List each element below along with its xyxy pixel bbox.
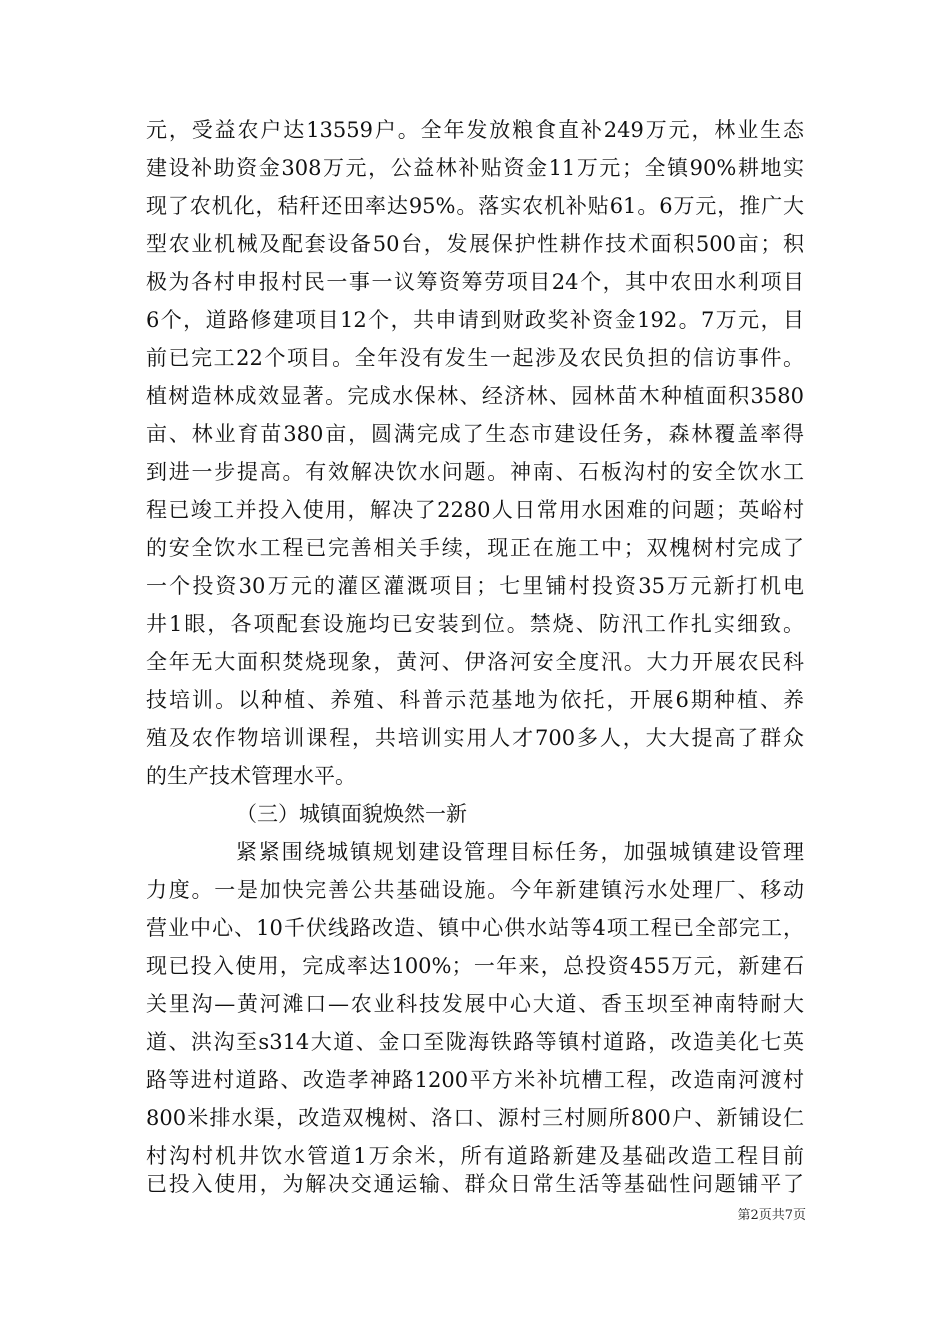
body-text-line: 的生产技术管理水平。 [146, 764, 356, 788]
body-text-line: 前已完工22个项目。全年没有发生一起涉及农民负担的信访事件。 [146, 346, 804, 370]
body-text-line: 6个，道路修建项目12个，共申请到财政奖补资金192。7万元，目 [146, 308, 804, 332]
body-text-line: 建设补助资金308万元，公益林补贴资金11万元；全镇90%耕地实 [146, 156, 804, 180]
body-text-line: 的安全饮水工程已完善相关手续，现正在施工中；双槐树村完成了 [146, 536, 804, 560]
body-text-line: 力度。一是加快完善公共基础设施。今年新建镇污水处理厂、移动 [146, 878, 804, 902]
body-text-line: 800米排水渠，改造双槐树、洛口、源村三村厕所800户、新铺设仁 [146, 1106, 804, 1130]
body-text-line: 一个投资30万元的灌区灌溉项目；七里铺村投资35万元新打机电 [146, 574, 804, 598]
section-heading: （三）城镇面貌焕然一新 [236, 802, 467, 826]
body-text-line: 已投入使用，为解决交通运输、群众日常生活等基础性问题铺平了 [146, 1172, 804, 1196]
body-text-line: 井1眼，各项配套设施均已安装到位。禁烧、防汛工作扎实细致。 [146, 612, 804, 636]
paragraph-first-line: 紧紧围绕城镇规划建设管理目标任务，加强城镇建设管理 [236, 840, 804, 864]
body-text-line: 营业中心、10千伏线路改造、镇中心供水站等4项工程已全部完工， [146, 916, 804, 940]
body-text-line: 村沟村机井饮水管道1万余米，所有道路新建及基础改造工程目前 [146, 1144, 804, 1168]
body-text-line: 型农业机械及配套设备50台，发展保护性耕作技术面积500亩；积 [146, 232, 804, 256]
body-text-line: 全年无大面积焚烧现象，黄河、伊洛河安全度汛。大力开展农民科 [146, 650, 804, 674]
body-text-line: 关里沟—黄河滩口—农业科技发展中心大道、香玉坝至神南特耐大 [146, 992, 804, 1016]
body-text-line: 现已投入使用，完成率达100%；一年来，总投资455万元，新建石 [146, 954, 804, 978]
body-text-line: 技培训。以种植、养殖、科普示范基地为依托，开展6期种植、养 [146, 688, 804, 712]
body-text-line: 到进一步提高。有效解决饮水问题。神南、石板沟村的安全饮水工 [146, 460, 804, 484]
body-text-line: 极为各村申报村民一事一议筹资筹劳项目24个，其中农田水利项目 [146, 270, 804, 294]
body-text-line: 元，受益农户达13559户。全年发放粮食直补249万元，林业生态 [146, 118, 804, 142]
body-text-line: 道、洪沟至s314大道、金口至陇海铁路等镇村道路，改造美化七英 [146, 1030, 804, 1054]
body-text-line: 现了农机化，秸秆还田率达95%。落实农机补贴61。6万元，推广大 [146, 194, 804, 218]
body-text-line: 路等进村道路、改造孝神路1200平方米补坑槽工程，改造南河渡村 [146, 1068, 804, 1092]
body-text-line: 程已竣工并投入使用，解决了2280人日常用水困难的问题；英峪村 [146, 498, 804, 522]
body-text-line: 殖及农作物培训课程，共培训实用人才700多人，大大提高了群众 [146, 726, 804, 750]
body-text-line: 植树造林成效显著。完成水保林、经济林、园林苗木种植面积3580 [146, 384, 804, 408]
page-number-footer: 第2页共7页 [737, 1208, 806, 1223]
body-text-line: 亩、林业育苗380亩，圆满完成了生态市建设任务，森林覆盖率得 [146, 422, 804, 446]
